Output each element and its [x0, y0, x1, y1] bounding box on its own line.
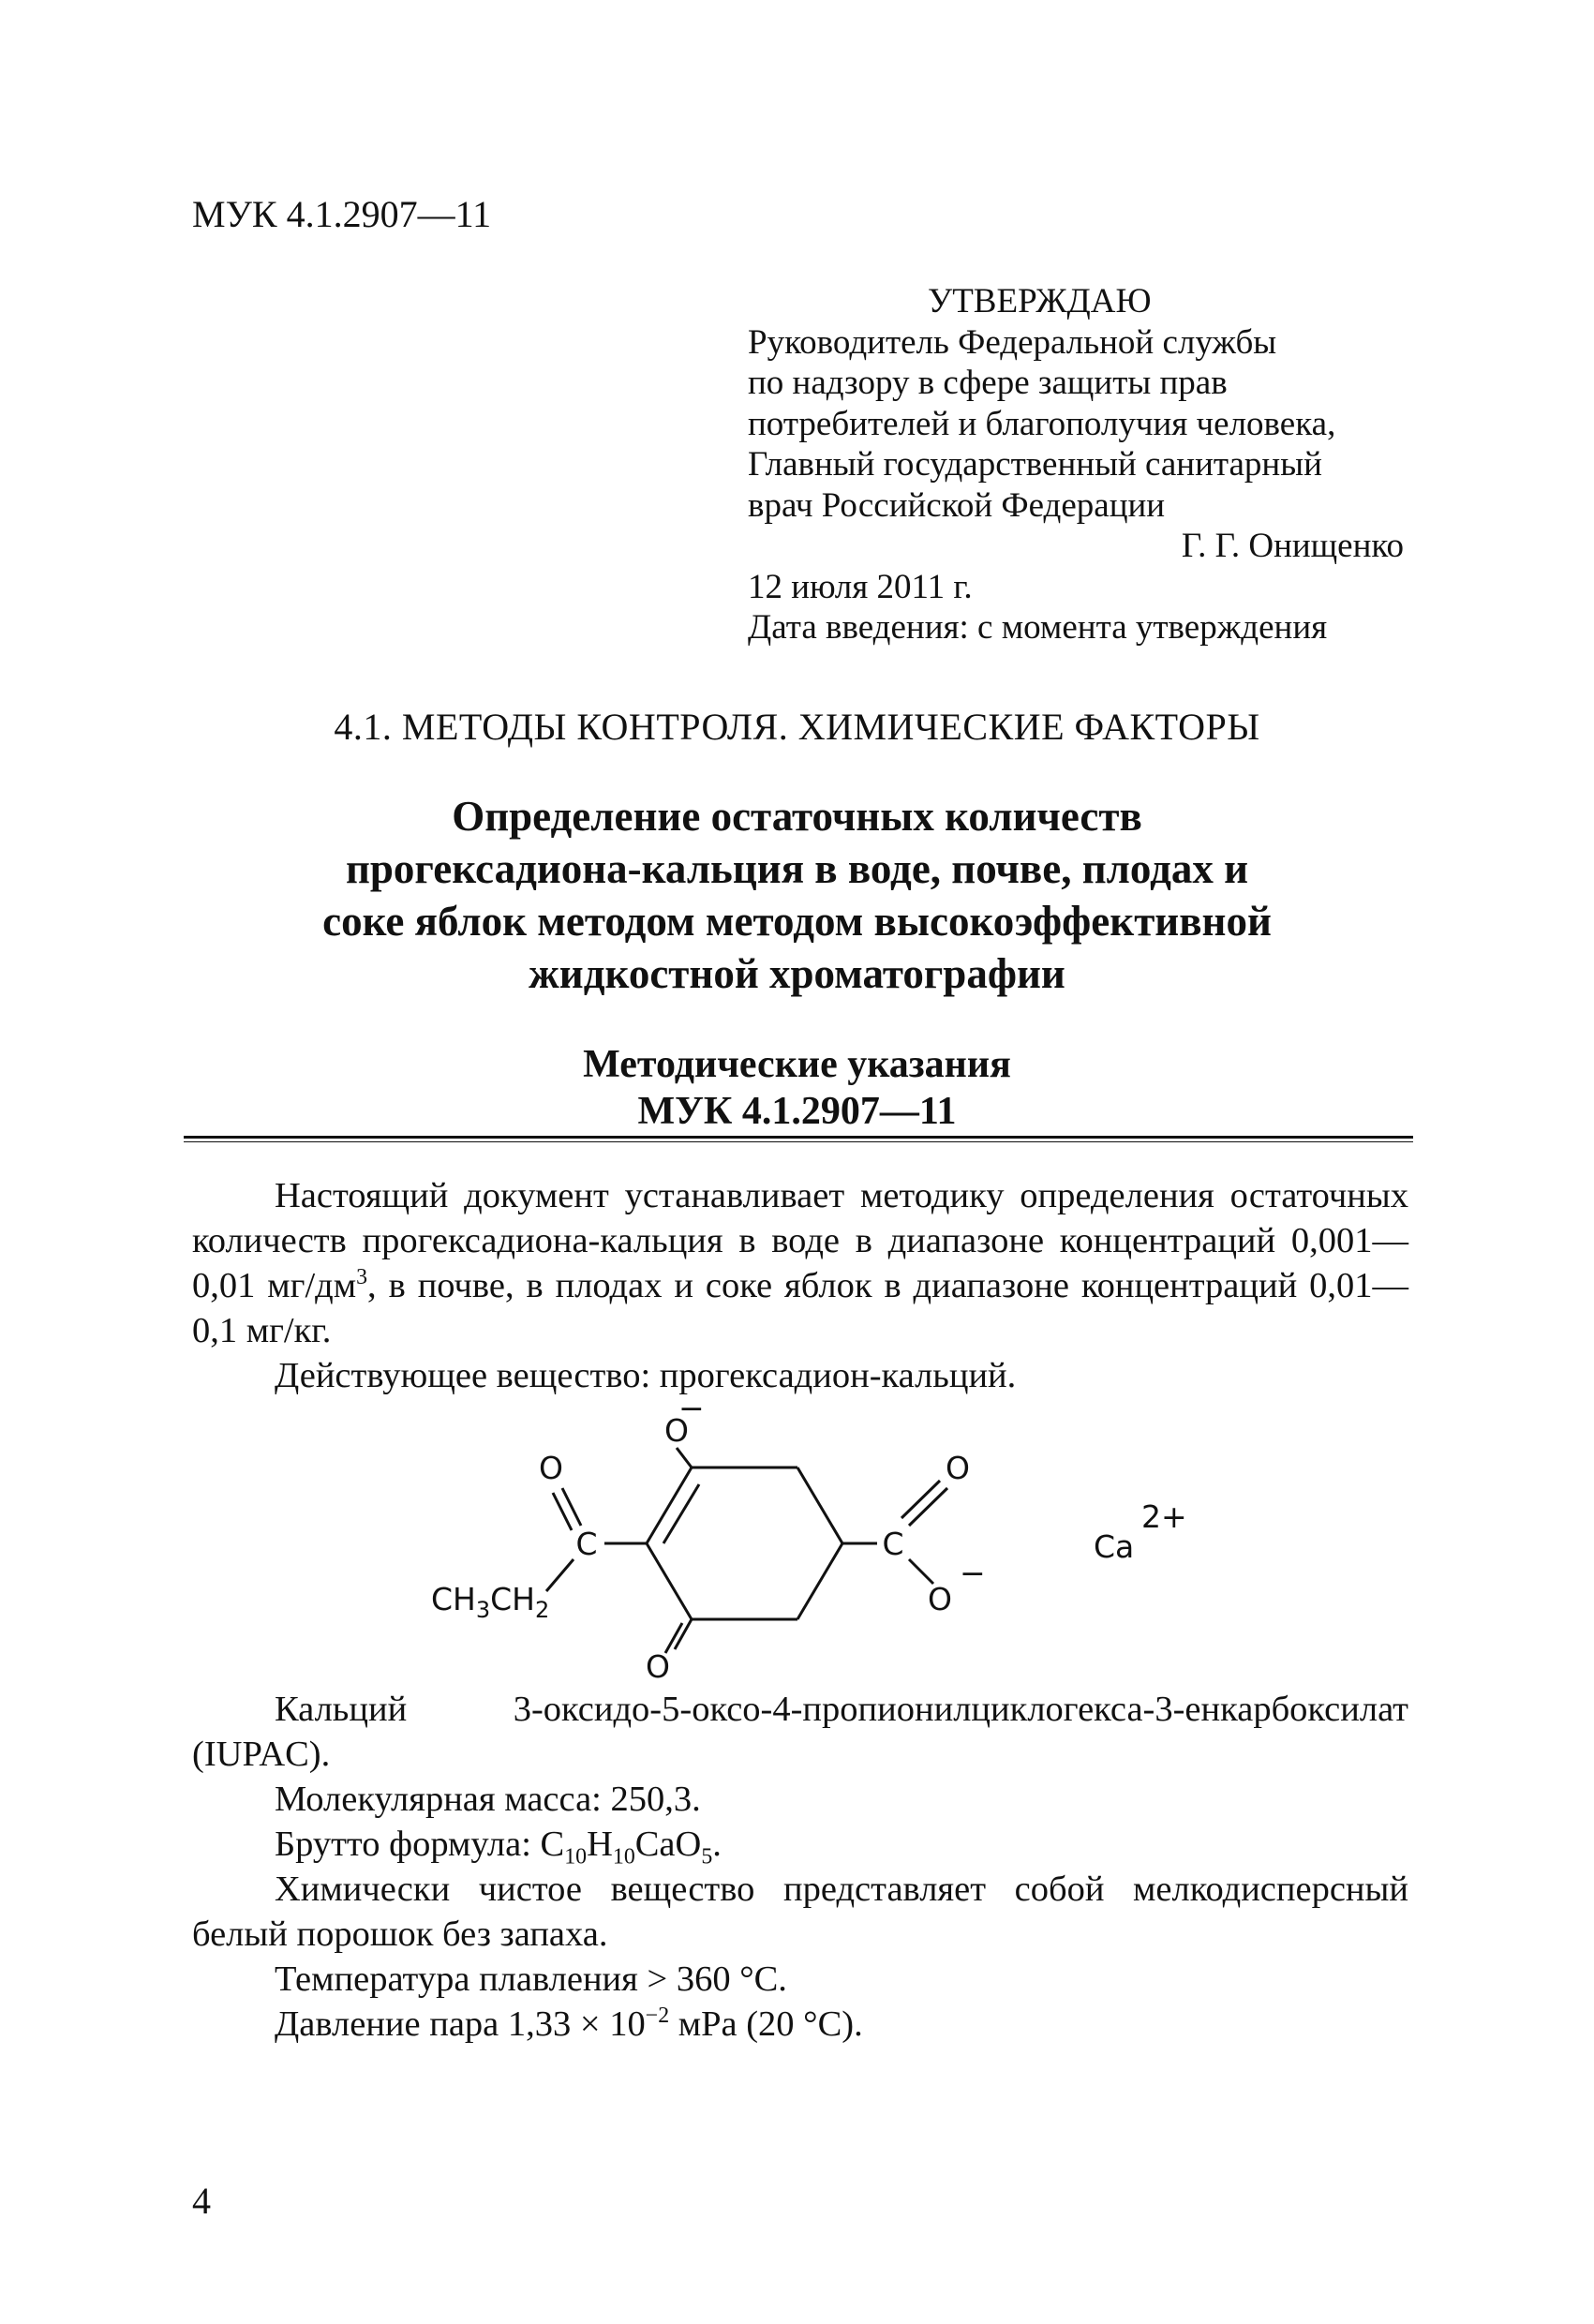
- approval-stamp: УТВЕРЖДАЮ: [928, 282, 1152, 320]
- document-title: [0, 790, 1594, 1000]
- subtitle-code: МУК 4.1.2907—11: [637, 1090, 957, 1133]
- acyl-carbon-label: C: [575, 1526, 598, 1562]
- section-title: 4.1. МЕТОДЫ КОНТРОЛЯ. ХИМИЧЕСКИЕ ФАКТОРЫ: [334, 706, 1260, 748]
- approval-line: врач Российской Федерации: [748, 485, 1166, 525]
- active-substance: Действующее вещество: прогексадион-кальций.: [275, 1356, 1017, 1395]
- title-line: соке яблок методом методом высокоэффективной: [322, 898, 1272, 945]
- ch3-subscript: 3: [475, 1597, 491, 1623]
- document-subtitle: [0, 1041, 1594, 1135]
- title-line: прогексадиона-кальция в воде, почве, плодах и: [345, 845, 1249, 892]
- intro-block: [192, 1173, 1408, 1398]
- formula-c-count: 10: [564, 1844, 588, 1870]
- keto-oxygen-label: O: [539, 1450, 563, 1486]
- subtitle-line: Методические указания: [583, 1043, 1011, 1086]
- document-code-header: МУК 4.1.2907—11: [192, 193, 492, 235]
- formula-h: H: [587, 1825, 613, 1864]
- formula-end: .: [712, 1825, 722, 1864]
- molar-mass: Молекулярная масса: 250,3.: [275, 1780, 701, 1819]
- approval-date: 12 июля 2011 г.: [748, 567, 973, 606]
- carboxyl-carbon-label: C: [882, 1526, 904, 1562]
- ring-carbonyl-oxygen-label: O: [646, 1648, 670, 1682]
- approval-line: Главный государственный санитарный: [748, 445, 1322, 484]
- title-divider-thin: [184, 1141, 1413, 1142]
- vapor-text-end: мPa (20 °С).: [669, 2004, 863, 2044]
- gross-formula: [192, 1822, 1408, 1870]
- title-line: жидкостной хроматографии: [529, 950, 1065, 997]
- formula-label: Брутто формула:: [275, 1825, 541, 1864]
- intro-text-end: , в почве, в плодах и соке яблок в диапазоне концентраций 0,01—0,1 мг/кг.: [192, 1266, 1408, 1350]
- formula-c: C: [540, 1825, 565, 1864]
- iupac-name: Кальций 3-оксидо-5-оксо-4-пропионилциклогекса-3-енкарбоксилат (IUPAC).: [192, 1690, 1408, 1774]
- ch3-label: CH: [431, 1581, 476, 1617]
- properties-block: [192, 1687, 1408, 2047]
- approval-line: по надзору в сфере защиты прав: [748, 364, 1228, 402]
- vapor-pressure: [192, 2002, 1408, 2047]
- formula-o-count: 5: [701, 1844, 713, 1870]
- carbonyl-oxygen-label: O: [946, 1450, 970, 1486]
- page-number: 4: [192, 2180, 211, 2222]
- ch2-subscript: 2: [535, 1597, 550, 1623]
- carboxylate-oxygen-label: O: [928, 1581, 952, 1617]
- melting-point: Температура плавления > 360 °C.: [275, 1959, 787, 1999]
- vapor-text: Давление пара 1,33 × 10: [275, 2004, 646, 2044]
- approval-signer: Г. Г. Онищенко: [1181, 527, 1404, 565]
- title-divider: [184, 1136, 1413, 1139]
- calcium-label: Ca: [1094, 1528, 1135, 1565]
- approval-effective-date: Дата введения: с момента утверждения: [748, 608, 1328, 647]
- approval-block: [748, 281, 1404, 648]
- ethyl-group-label: [431, 1581, 549, 1623]
- calcium-charge-label: 2+: [1141, 1498, 1187, 1535]
- ch2-label: CH: [490, 1581, 535, 1617]
- oxide-oxygen-label: O: [664, 1412, 689, 1449]
- title-line: Определение остаточных количеств: [452, 793, 1142, 840]
- intro-paragraph: [192, 1173, 1408, 1353]
- intro-text: Настоящий документ устанавливает методику определения остаточных количеств прогексадиона-кальция в воде в диапазоне концентраций 0,001—0,01 мг/дм: [192, 1176, 1408, 1305]
- vapor-exponent: −2: [645, 2004, 670, 2029]
- intro-superscript: 3: [356, 1265, 368, 1290]
- formula-h-count: 10: [612, 1844, 635, 1870]
- formula-cao: CaO: [634, 1825, 702, 1864]
- structural-formula: [412, 1406, 1256, 1682]
- appearance-description: Химически чистое вещество представляет собой мелкодисперсный белый порошок без запаха.: [192, 1870, 1408, 1954]
- oxide-charge-label: −: [678, 1406, 705, 1426]
- approval-line: Руководитель Федеральной службы: [748, 322, 1277, 362]
- approval-line: потребителей и благополучия человека,: [748, 404, 1336, 443]
- carboxylate-charge-label: −: [960, 1555, 986, 1591]
